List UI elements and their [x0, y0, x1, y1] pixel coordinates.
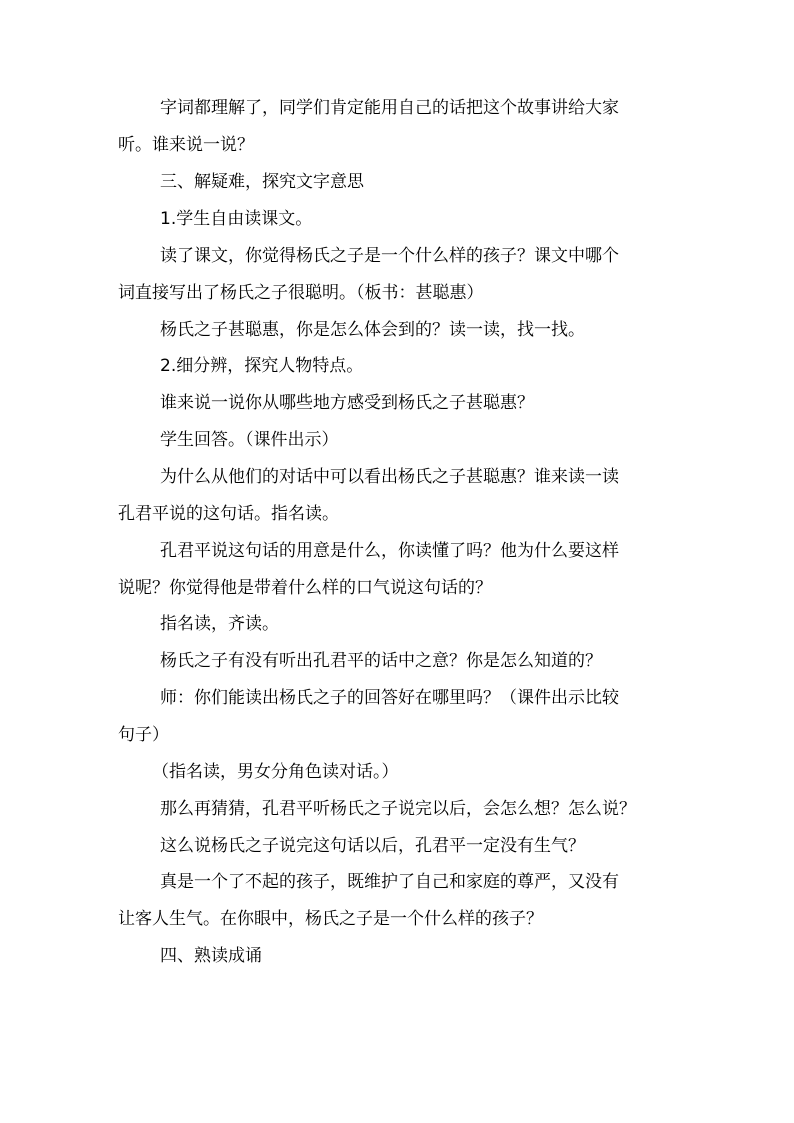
- paragraph-line: 这么说杨氏之子说完这句话以后，孔君平一定没有生气？: [160, 836, 585, 856]
- paragraph-line: 杨氏之子甚聪惠，你是怎么体会到的？读一读，找一找。: [160, 320, 585, 340]
- paragraph-line: 说呢？你觉得他是带着什么样的口气说这句话的？: [118, 578, 492, 598]
- paragraph-line: 杨氏之子有没有听出孔君平的话中之意？你是怎么知道的？: [160, 651, 602, 671]
- paragraph-line: 真是一个了不起的孩子，既维护了自己和家庭的尊严，又没有: [160, 872, 619, 892]
- section-heading: 四、熟读成诵: [160, 946, 262, 966]
- paragraph-line: 字词都理解了，同学们肯定能用自己的话把这个故事讲给大家: [160, 98, 619, 118]
- section-heading: 三、解疑难，探究文字意思: [160, 172, 364, 192]
- paragraph-line: 学生回答。（课件出示）: [160, 430, 339, 450]
- paragraph-line: （指名读，男女分角色读对话。）: [152, 762, 399, 782]
- paragraph-line: 指名读，齐读。: [160, 614, 279, 634]
- paragraph-line: 1.学生自由读课文。: [160, 209, 313, 229]
- paragraph-line: 让客人生气。在你眼中，杨氏之子是一个什么样的孩子？: [118, 909, 543, 929]
- paragraph-line: 师：你们能读出杨氏之子的回答好在哪里吗？（课件出示比较: [160, 688, 619, 708]
- paragraph-line: 孔君平说这句话的用意是什么，你读懂了吗？他为什么要这样: [160, 541, 619, 561]
- paragraph-line: 句子）: [118, 725, 169, 745]
- paragraph-line: 2.细分辨，探究人物特点。: [160, 356, 364, 376]
- paragraph-line: 那么再猜猜，孔君平听杨氏之子说完以后，会怎么想？怎么说？: [160, 799, 636, 819]
- paragraph-line: 词直接写出了杨氏之子很聪明。（板书：甚聪惠）: [118, 283, 484, 303]
- paragraph-line: 为什么从他们的对话中可以看出杨氏之子甚聪惠？谁来读一读: [160, 467, 619, 487]
- paragraph-line: 谁来说一说你从哪些地方感受到杨氏之子甚聪惠？: [160, 393, 534, 413]
- paragraph-line: 听。谁来说一说？: [118, 135, 254, 155]
- paragraph-line: 读了课文，你觉得杨氏之子是一个什么样的孩子？课文中哪个: [160, 246, 619, 266]
- paragraph-line: 孔君平说的这句话。指名读。: [118, 504, 339, 524]
